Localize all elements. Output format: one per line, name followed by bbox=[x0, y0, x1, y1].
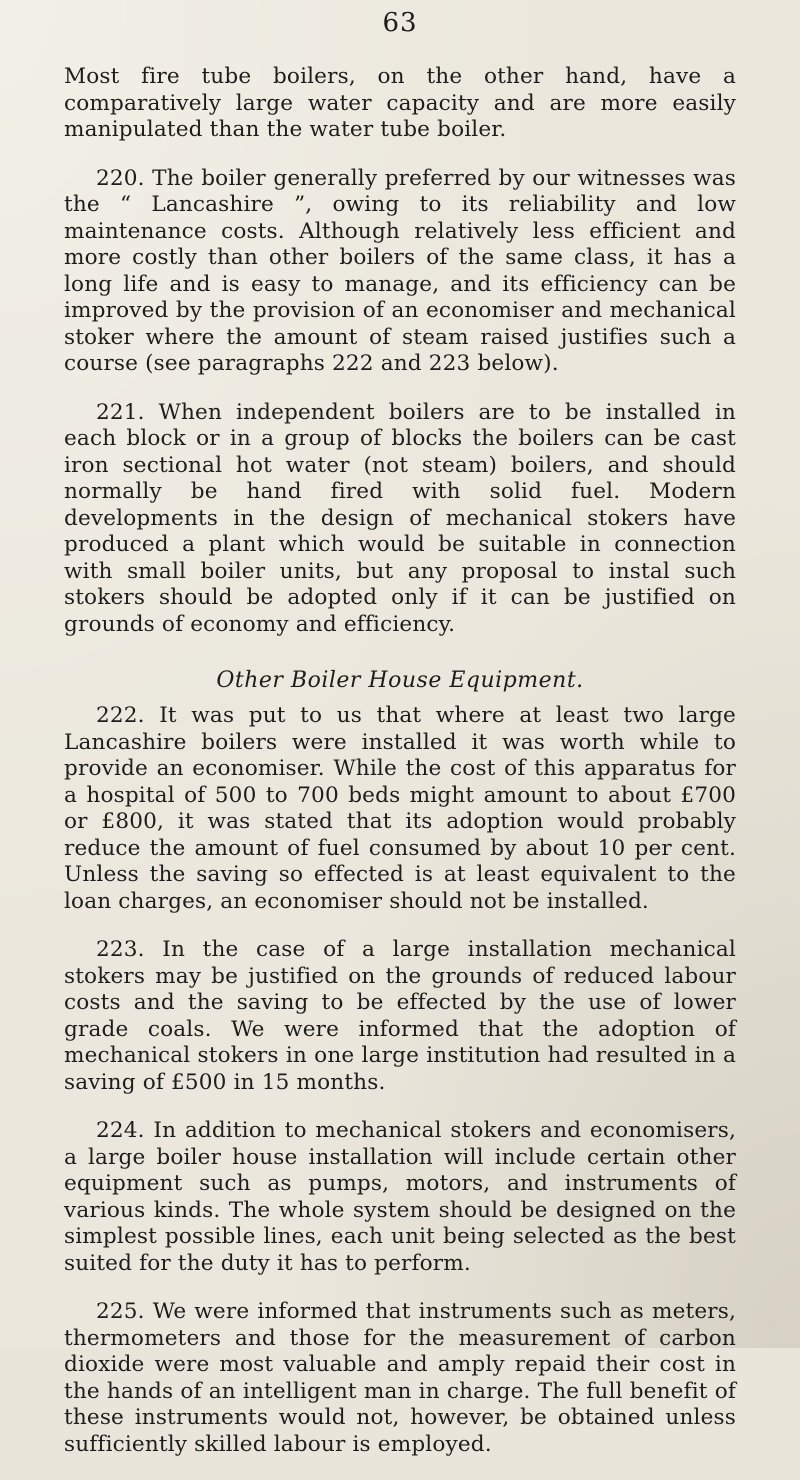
paragraph-221: 221. When independent boilers are to be installed in each block or in a group of blocks the boilers can be cast iron sectional hot water (not steam) boilers, and should normally be hand fired with solid fuel. Modern developments in the design of mechanical stokers have produced a plant which would be suitable in connection with small boiler units, but any proposal to instal such stokers should be adopted only if it can be justified on grounds of economy and efficiency. bbox=[64, 399, 736, 637]
body-text bbox=[64, 64, 736, 1480]
section-heading: Other Boiler House Equipment. bbox=[216, 668, 584, 693]
paragraph-222: 222. It was put to us that where at least two large Lancashire boilers were installed it was worth while to provide an economiser. While the cost of this apparatus for a hospital of 500 to 700 beds might amount to about £700 or £800, it was stated that its adoption would probably reduce the amount of fuel consumed by about 10 per cent. Unless the saving so effected is at least equivalent to the loan charges, an economiser should not be installed. bbox=[64, 703, 736, 914]
page-number: 63 bbox=[382, 8, 418, 38]
paragraph-225: 225. We were informed that instruments such as meters, thermometers and those for the measurement of carbon dioxide were most valuable and amply repaid their cost in the hands of an intelligent man in charge. The full benefit of these instruments would not, however, be obtained unless sufficiently skilled labour is employed. bbox=[64, 1299, 736, 1457]
paragraph-223: 223. In the case of a large installation mechanical stokers may be justified on the grounds of reduced labour costs and the saving to be effected by the use of lower grade coals. We were informed that the adoption of mechanical stokers in one large institution had resulted in a saving of £500 in 15 months. bbox=[64, 937, 736, 1095]
paragraph-continued: Most fire tube boilers, on the other hand, have a comparatively large water capacity and are more easily manipulated than the water tube boiler. bbox=[64, 64, 736, 142]
paragraph-224: 224. In addition to mechanical stokers and economisers, a large boiler house installation will include certain other equipment such as pumps, motors, and instruments of various kinds. The whole system should be designed on the simplest possible lines, each unit being selected as the best suited for the duty it has to perform. bbox=[64, 1118, 736, 1276]
paragraph-220: 220. The boiler generally preferred by our witnesses was the “ Lancashire ”, owing to its reliability and low maintenance costs. Although relatively less efficient and more costly than other boilers of the same class, it has a long life and is easy to manage, and its efficiency can be improved by the provision of an economiser and mechanical stoker where the amount of steam raised justifies such a course (see paragraphs 222 and 223 below). bbox=[64, 165, 736, 376]
